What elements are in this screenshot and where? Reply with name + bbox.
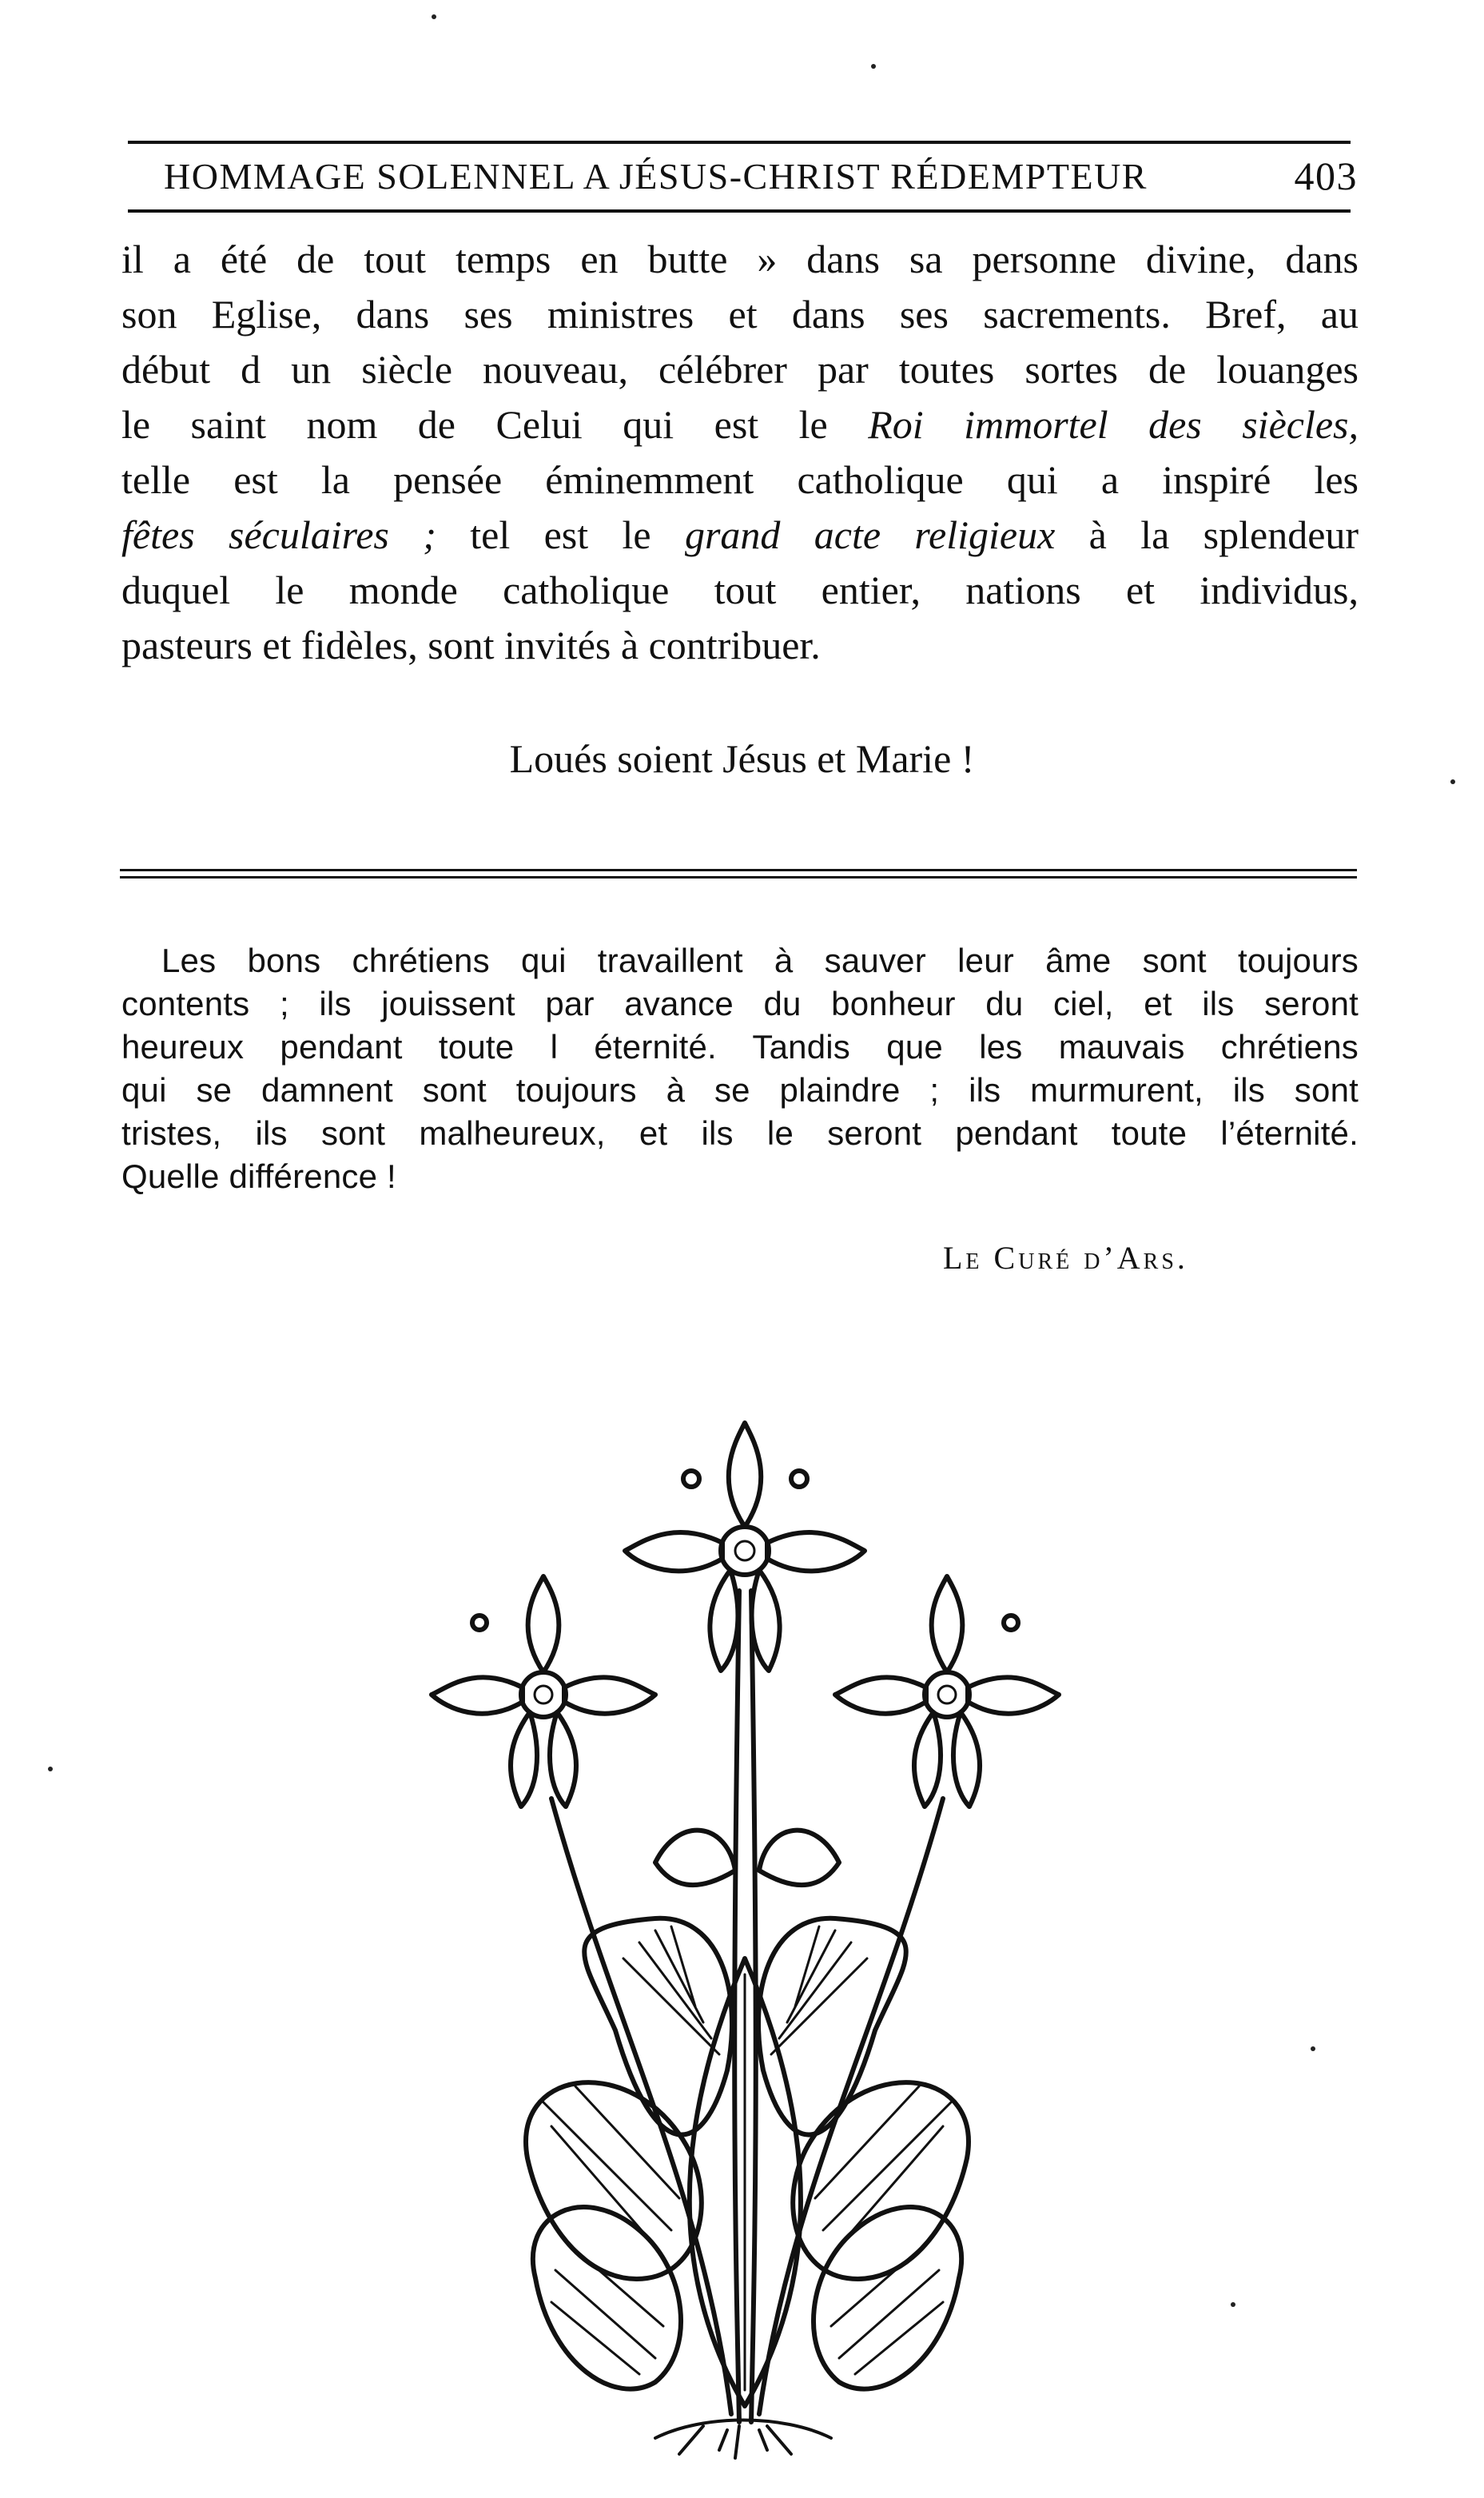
paper-speck bbox=[1311, 2046, 1315, 2051]
section-rule bbox=[120, 869, 1357, 871]
header-rule-top bbox=[128, 141, 1351, 144]
quote-line: Les bons chrétiens qui travaillent à sauver leur âme sont toujours bbox=[161, 942, 1359, 979]
running-head bbox=[164, 150, 1363, 201]
page-number: 403 bbox=[1294, 153, 1358, 198]
body-line: début d un siècle nouveau, célébrer par toutes sortes de louanges bbox=[121, 347, 1359, 392]
quote-line: contents ; ils jouissent par avance du bonheur du ciel, et ils seront bbox=[121, 985, 1359, 1022]
quote-line: tristes, ils sont malheureux, et ils le seront pendant toute l’éternité. bbox=[121, 1114, 1359, 1152]
header-rule-bottom bbox=[128, 209, 1351, 213]
paper-speck bbox=[871, 64, 876, 69]
paper-speck bbox=[1231, 2302, 1235, 2307]
body-line-text: le saint nom de Celui qui est le bbox=[121, 402, 828, 447]
paper-speck bbox=[48, 1767, 53, 1771]
body-line-text: tel est le bbox=[470, 512, 651, 557]
body-line: duquel le monde catholique tout entier, nations et individus, bbox=[121, 568, 1359, 612]
italic-phrase: Roi immortel des siècles, bbox=[868, 402, 1359, 447]
paper-speck bbox=[1450, 779, 1455, 784]
quote-paragraph bbox=[121, 939, 1359, 1198]
floral-tailpiece-icon bbox=[416, 1351, 1071, 2486]
body-line: pasteurs et fidèles, sont invités à contribuer. bbox=[121, 623, 821, 667]
quote-line: heureux pendant toute l éternité. Tandis que les mauvais chrétiens bbox=[121, 1028, 1359, 1066]
acclamation: Loués soient Jésus et Marie ! bbox=[509, 736, 975, 781]
quote-line: qui se damnent sont toujours à se plaindre ; ils murmurent, ils sont bbox=[121, 1071, 1359, 1109]
body-line bbox=[121, 508, 1359, 563]
body-line: il a été de tout temps en butte » dans sa personne divine, dans bbox=[121, 237, 1359, 281]
body-line: telle est la pensée éminemment catholique qui a inspiré les bbox=[121, 457, 1359, 502]
quote-attribution: Le Curé d’Ars. bbox=[943, 1240, 1188, 1276]
italic-phrase: fêtes séculaires ; bbox=[121, 512, 436, 557]
paper-speck bbox=[432, 14, 436, 19]
running-title: HOMMAGE SOLENNEL A JÉSUS-CHRIST RÉDEMPTEUR bbox=[164, 155, 1148, 197]
italic-phrase: grand acte religieux bbox=[684, 512, 1056, 557]
section-rule bbox=[120, 876, 1357, 878]
body-line-text: à la splendeur bbox=[1088, 512, 1359, 557]
body-line: son Eglise, dans ses ministres et dans ses sacrements. Bref, au bbox=[121, 292, 1359, 337]
body-line bbox=[121, 397, 1359, 452]
body-paragraph bbox=[121, 232, 1359, 673]
quote-line: Quelle différence ! bbox=[121, 1157, 396, 1195]
